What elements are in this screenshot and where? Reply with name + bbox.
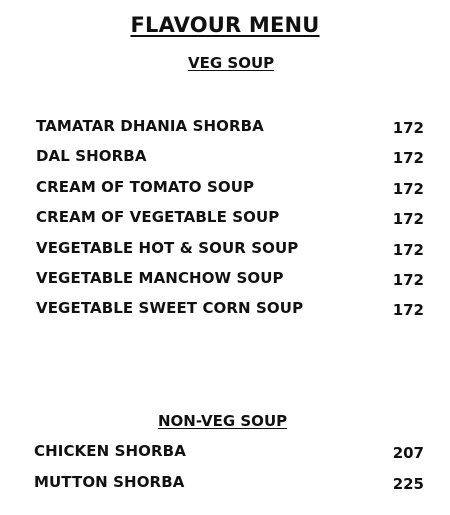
- item-price: 172: [392, 301, 424, 319]
- menu-item: [0, 442, 450, 464]
- menu-item: [0, 269, 450, 291]
- section-heading-veg-soup: VEG SOUP: [188, 54, 275, 72]
- menu-item: [0, 208, 450, 230]
- item-price: 172: [392, 241, 424, 259]
- item-name: VEGETABLE SWEET CORN SOUP: [36, 299, 304, 317]
- item-name: TAMATAR DHANIA SHORBA: [36, 117, 264, 135]
- menu-item: [0, 473, 450, 495]
- item-name: CREAM OF VEGETABLE SOUP: [36, 208, 280, 226]
- menu-title: FLAVOUR MENU: [130, 13, 320, 37]
- item-price: 172: [392, 119, 424, 137]
- section-heading-non-veg-soup: NON-VEG SOUP: [158, 412, 288, 430]
- item-price: 172: [392, 271, 424, 289]
- item-name: CHICKEN SHORBA: [34, 442, 186, 460]
- menu-item: [0, 299, 450, 321]
- item-price: 225: [392, 475, 424, 493]
- item-name: VEGETABLE MANCHOW SOUP: [36, 269, 284, 287]
- item-name: VEGETABLE HOT & SOUR SOUP: [36, 239, 299, 257]
- menu-item: [0, 239, 450, 261]
- item-price: 172: [392, 210, 424, 228]
- menu-item: [0, 178, 450, 200]
- item-price: 207: [392, 444, 424, 462]
- item-name: DAL SHORBA: [36, 147, 147, 165]
- item-name: MUTTON SHORBA: [34, 473, 185, 491]
- item-price: 172: [392, 149, 424, 167]
- item-price: 172: [392, 180, 424, 198]
- menu-item: [0, 117, 450, 139]
- menu-item: [0, 147, 450, 169]
- item-name: CREAM OF TOMATO SOUP: [36, 178, 255, 196]
